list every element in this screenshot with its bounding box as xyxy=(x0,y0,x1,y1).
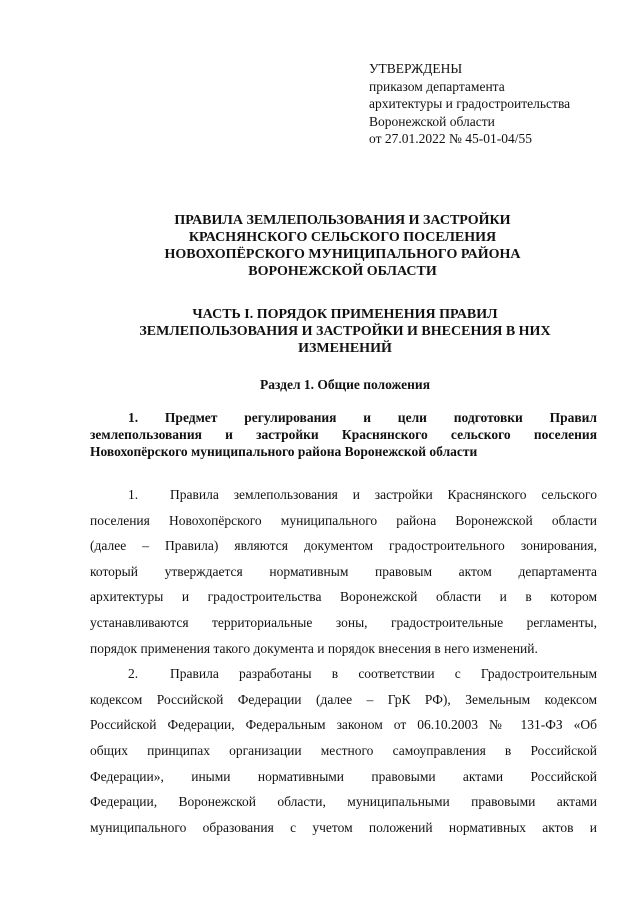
part-heading xyxy=(100,306,590,357)
title-line: КРАСНЯНСКОГО СЕЛЬСКОГО ПОСЕЛЕНИЯ xyxy=(188,230,497,245)
approval-line: приказом департамента xyxy=(369,78,505,94)
paragraph-line: Федерации», иными нормативными правовыми актами Российской xyxy=(90,768,597,784)
section-heading: Раздел 1. Общие положения xyxy=(259,377,431,392)
article-heading-line: 1. Предмет регулирования и цели подготовки Правил xyxy=(128,410,597,425)
paragraph-line: архитектуры и градостроительства Воронежской области и в котором xyxy=(90,589,597,605)
approval-line: архитектуры и градостроительства xyxy=(369,96,571,111)
paragraph-line: (далее – Правила) являются документом градостроительного зонирования, xyxy=(90,538,597,554)
paragraph-number: 1. xyxy=(128,487,139,502)
approval-line: от 27.01.2022 № 45-01-04/55 xyxy=(369,131,532,146)
part-heading-line: ЗЕМЛЕПОЛЬЗОВАНИЯ И ЗАСТРОЙКИ И ВНЕСЕНИЯ В НИХ xyxy=(139,324,551,339)
paragraph-number: 2. xyxy=(128,666,139,682)
paragraph-line: который утверждается нормативным правовым актом департамента xyxy=(90,563,597,579)
title-line: НОВОХОПЁРСКОГО МУНИЦИПАЛЬНОГО РАЙОНА xyxy=(164,247,521,262)
body-text xyxy=(90,482,597,840)
article-heading xyxy=(90,409,597,460)
paragraph-line: общих принципах организации местного самоуправления в Российской xyxy=(90,742,597,758)
title-line: ВОРОНЕЖСКОЙ ОБЛАСТИ xyxy=(248,264,437,279)
paragraph-line: Российской Федерации, Федеральным законом от 06.10.2003 № 131-ФЗ «Об xyxy=(90,717,597,733)
part-heading-line: ИЗМЕНЕНИЙ xyxy=(298,341,392,356)
paragraph-line xyxy=(90,482,597,508)
part-heading-line: ЧАСТЬ I. ПОРЯДОК ПРИМЕНЕНИЯ ПРАВИЛ xyxy=(192,307,498,322)
paragraph-line-text: Правила землепользования и застройки Краснянского сельского xyxy=(170,487,597,502)
paragraph-line: Федерации, Воронежской области, муниципальными правовыми актами xyxy=(90,794,597,810)
paragraph-line: устанавливаются территориальные зоны, градостроительные регламенты, xyxy=(90,614,597,630)
paragraph-2 xyxy=(90,661,597,840)
paragraph-line xyxy=(90,661,597,687)
article-heading-line: Новохопёрского муниципального района Воронежской области xyxy=(90,444,478,459)
paragraph-line-text: Правила разработаны в соответствии с Градостроительным xyxy=(170,666,597,682)
article-heading-line: землепользования и застройки Краснянского сельского поселения xyxy=(90,427,597,442)
paragraph-line: кодексом Российской Федерации (далее – ГрК РФ), Земельным кодексом xyxy=(90,691,597,707)
approval-line: Воронежской области xyxy=(369,113,495,129)
paragraph-1 xyxy=(90,482,597,661)
paragraph-line: поселения Новохопёрского муниципального района Воронежской области xyxy=(90,512,597,528)
title-line: ПРАВИЛА ЗЕМЛЕПОЛЬЗОВАНИЯ И ЗАСТРОЙКИ xyxy=(174,213,511,228)
approval-stamp xyxy=(369,60,619,148)
approval-line: УТВЕРЖДЕНЫ xyxy=(369,61,463,76)
document-title xyxy=(120,212,565,280)
paragraph-line: муниципального образования с учетом положений нормативных актов и xyxy=(90,819,597,835)
paragraph-line: порядок применения такого документа и порядок внесения в него изменений. xyxy=(90,640,538,656)
